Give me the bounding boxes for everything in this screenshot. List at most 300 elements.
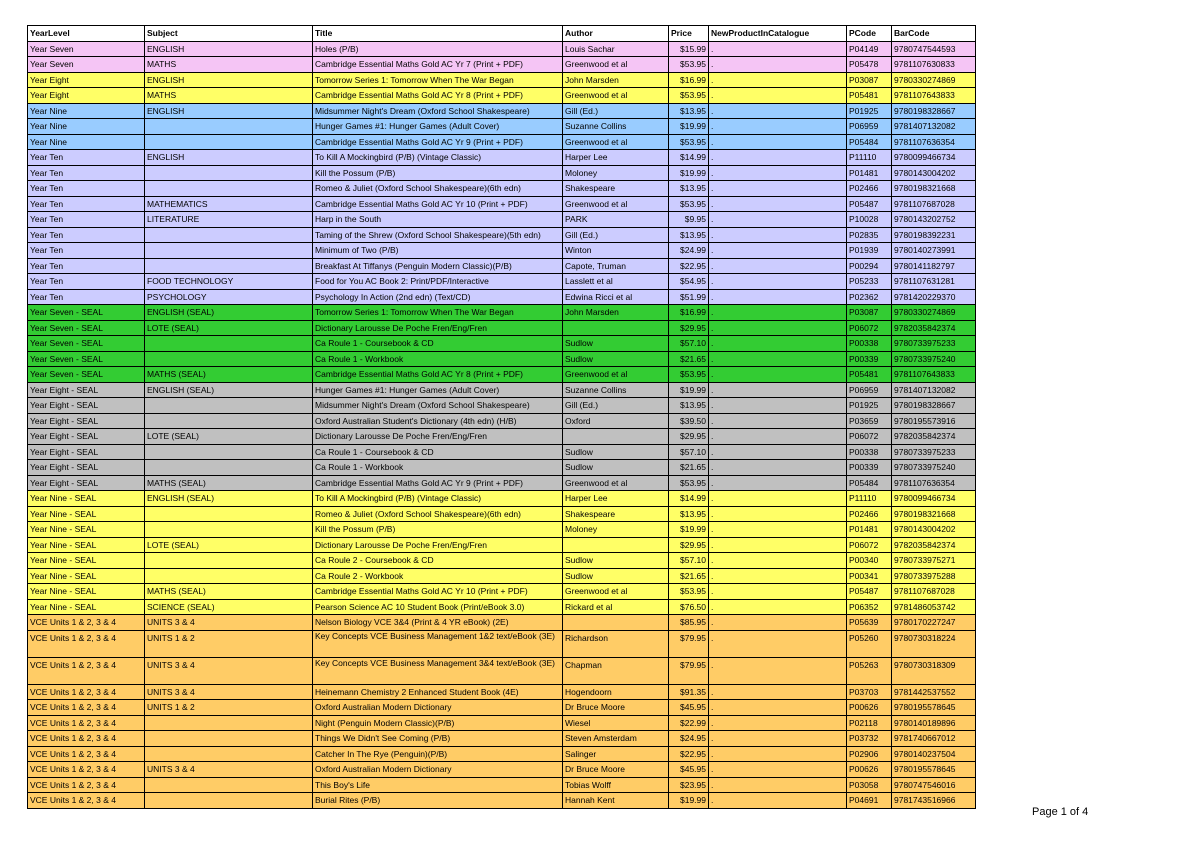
cell-subject bbox=[145, 134, 313, 150]
table-row bbox=[28, 413, 976, 429]
cell-price: $24.95 bbox=[669, 731, 709, 747]
table-row bbox=[28, 429, 976, 445]
cell-title: Ca Roule 2 - Coursebook & CD bbox=[313, 553, 563, 569]
cell-subject: LOTE (SEAL) bbox=[145, 429, 313, 445]
cell-barcode: 9782035842374 bbox=[892, 537, 976, 553]
cell-title: Cambridge Essential Maths Gold AC Yr 10 (Print + PDF) bbox=[313, 584, 563, 600]
cell-pcode: P05639 bbox=[847, 615, 892, 631]
table-row bbox=[28, 630, 976, 657]
cell-yearlevel: Year Seven bbox=[28, 41, 145, 57]
cell-price: $57.10 bbox=[669, 336, 709, 352]
cell-title: Hunger Games #1: Hunger Games (Adult Cover) bbox=[313, 119, 563, 135]
cell-yearlevel: Year Ten bbox=[28, 150, 145, 166]
cell-barcode: 9780330274869 bbox=[892, 72, 976, 88]
cell-author: Sudlow bbox=[563, 553, 669, 569]
cell-author: Oxford bbox=[563, 413, 669, 429]
table-row bbox=[28, 57, 976, 73]
cell-price: $19.99 bbox=[669, 793, 709, 809]
cell-pcode: P06959 bbox=[847, 382, 892, 398]
table-row bbox=[28, 212, 976, 228]
cell-author: Greenwood et al bbox=[563, 367, 669, 383]
table-row bbox=[28, 150, 976, 166]
cell-pcode: P02906 bbox=[847, 746, 892, 762]
cell-author: Moloney bbox=[563, 165, 669, 181]
cell-new-product: . bbox=[709, 258, 847, 274]
cell-author: PARK bbox=[563, 212, 669, 228]
cell-yearlevel: Year Eight - SEAL bbox=[28, 429, 145, 445]
cell-price: $57.10 bbox=[669, 553, 709, 569]
cell-author: Lasslett et al bbox=[563, 274, 669, 290]
cell-yearlevel: Year Ten bbox=[28, 227, 145, 243]
cell-subject bbox=[145, 165, 313, 181]
table-row bbox=[28, 274, 976, 290]
cell-price: $76.50 bbox=[669, 599, 709, 615]
cell-yearlevel: Year Eight - SEAL bbox=[28, 444, 145, 460]
cell-pcode: P11110 bbox=[847, 491, 892, 507]
table-row bbox=[28, 615, 976, 631]
cell-author: Greenwood et al bbox=[563, 196, 669, 212]
table-row bbox=[28, 367, 976, 383]
cell-title: Dictionary Larousse De Poche Fren/Eng/Fren bbox=[313, 429, 563, 445]
cell-barcode: 9781107636354 bbox=[892, 134, 976, 150]
cell-subject bbox=[145, 746, 313, 762]
cell-barcode: 9780733975271 bbox=[892, 553, 976, 569]
cell-price: $21.65 bbox=[669, 568, 709, 584]
cell-pcode: P04149 bbox=[847, 41, 892, 57]
cell-new-product: . bbox=[709, 429, 847, 445]
cell-author: Gill (Ed.) bbox=[563, 398, 669, 414]
cell-price: $23.95 bbox=[669, 777, 709, 793]
cell-author: John Marsden bbox=[563, 305, 669, 321]
cell-author bbox=[563, 615, 669, 631]
table-row bbox=[28, 88, 976, 104]
cell-yearlevel: Year Nine - SEAL bbox=[28, 599, 145, 615]
cell-subject: MATHS (SEAL) bbox=[145, 475, 313, 491]
cell-new-product: . bbox=[709, 351, 847, 367]
cell-title: Taming of the Shrew (Oxford School Shakespeare)(5th edn) bbox=[313, 227, 563, 243]
cell-author: Greenwood et al bbox=[563, 584, 669, 600]
table-row bbox=[28, 382, 976, 398]
cell-barcode: 9781486053742 bbox=[892, 599, 976, 615]
cell-subject: ENGLISH (SEAL) bbox=[145, 491, 313, 507]
cell-barcode: 9780195573916 bbox=[892, 413, 976, 429]
cell-title: Psychology In Action (2nd edn) (Text/CD) bbox=[313, 289, 563, 305]
cell-yearlevel: Year Ten bbox=[28, 243, 145, 259]
cell-subject: PSYCHOLOGY bbox=[145, 289, 313, 305]
cell-barcode: 9781107631281 bbox=[892, 274, 976, 290]
table-row bbox=[28, 196, 976, 212]
cell-author: Suzanne Collins bbox=[563, 382, 669, 398]
header-barcode: BarCode bbox=[892, 26, 976, 42]
table-row bbox=[28, 243, 976, 259]
cell-yearlevel: Year Eight - SEAL bbox=[28, 475, 145, 491]
cell-pcode: P02362 bbox=[847, 289, 892, 305]
cell-subject bbox=[145, 227, 313, 243]
cell-yearlevel: Year Seven bbox=[28, 57, 145, 73]
cell-new-product: . bbox=[709, 320, 847, 336]
cell-pcode: P00626 bbox=[847, 700, 892, 716]
table-row bbox=[28, 72, 976, 88]
cell-title: Cambridge Essential Maths Gold AC Yr 10 (Print + PDF) bbox=[313, 196, 563, 212]
cell-subject bbox=[145, 398, 313, 414]
cell-yearlevel: Year Nine - SEAL bbox=[28, 568, 145, 584]
cell-new-product: . bbox=[709, 584, 847, 600]
cell-author: Sudlow bbox=[563, 460, 669, 476]
cell-subject: UNITS 3 & 4 bbox=[145, 615, 313, 631]
cell-price: $22.95 bbox=[669, 746, 709, 762]
cell-pcode: P01481 bbox=[847, 522, 892, 538]
cell-new-product: . bbox=[709, 537, 847, 553]
cell-title: Ca Roule 1 - Coursebook & CD bbox=[313, 444, 563, 460]
cell-yearlevel: Year Nine - SEAL bbox=[28, 522, 145, 538]
cell-title: Cambridge Essential Maths Gold AC Yr 7 (Print + PDF) bbox=[313, 57, 563, 73]
cell-title: Burial Rites (P/B) bbox=[313, 793, 563, 809]
cell-author: Edwina Ricci et al bbox=[563, 289, 669, 305]
cell-author: Moloney bbox=[563, 522, 669, 538]
cell-pcode: P05233 bbox=[847, 274, 892, 290]
cell-title: Cambridge Essential Maths Gold AC Yr 9 (Print + PDF) bbox=[313, 134, 563, 150]
cell-barcode: 9782035842374 bbox=[892, 429, 976, 445]
table-row bbox=[28, 320, 976, 336]
cell-title: Midsummer Night's Dream (Oxford School Shakespeare) bbox=[313, 398, 563, 414]
cell-pcode: P00339 bbox=[847, 351, 892, 367]
cell-barcode: 9780198321668 bbox=[892, 506, 976, 522]
cell-subject: UNITS 3 & 4 bbox=[145, 657, 313, 684]
cell-author: Tobias Wolff bbox=[563, 777, 669, 793]
cell-subject: MATHS bbox=[145, 88, 313, 104]
cell-pcode: P01481 bbox=[847, 165, 892, 181]
cell-title: To Kill A Mockingbird (P/B) (Vintage Classic) bbox=[313, 491, 563, 507]
cell-yearlevel: Year Seven - SEAL bbox=[28, 336, 145, 352]
cell-title: Heinemann Chemistry 2 Enhanced Student Book (4E) bbox=[313, 684, 563, 700]
cell-pcode: P05481 bbox=[847, 367, 892, 383]
cell-price: $13.95 bbox=[669, 506, 709, 522]
cell-barcode: 9781740667012 bbox=[892, 731, 976, 747]
cell-author: Gill (Ed.) bbox=[563, 227, 669, 243]
cell-new-product: . bbox=[709, 506, 847, 522]
cell-new-product: . bbox=[709, 103, 847, 119]
cell-title: Things We Didn't See Coming (P/B) bbox=[313, 731, 563, 747]
cell-yearlevel: Year Ten bbox=[28, 196, 145, 212]
cell-yearlevel: VCE Units 1 & 2, 3 & 4 bbox=[28, 657, 145, 684]
header-new-product: NewProductInCatalogue bbox=[709, 26, 847, 42]
cell-pcode: P06072 bbox=[847, 537, 892, 553]
cell-price: $24.99 bbox=[669, 243, 709, 259]
cell-yearlevel: Year Seven - SEAL bbox=[28, 320, 145, 336]
cell-new-product: . bbox=[709, 657, 847, 684]
cell-author: Steven Amsterdam bbox=[563, 731, 669, 747]
cell-pcode: P06072 bbox=[847, 320, 892, 336]
cell-yearlevel: VCE Units 1 & 2, 3 & 4 bbox=[28, 746, 145, 762]
cell-subject: ENGLISH bbox=[145, 41, 313, 57]
cell-pcode: P03732 bbox=[847, 731, 892, 747]
cell-price: $53.95 bbox=[669, 584, 709, 600]
cell-barcode: 9780195578645 bbox=[892, 700, 976, 716]
cell-barcode: 9780198392231 bbox=[892, 227, 976, 243]
cell-pcode: P05487 bbox=[847, 584, 892, 600]
cell-subject bbox=[145, 553, 313, 569]
table-row bbox=[28, 491, 976, 507]
cell-pcode: P11110 bbox=[847, 150, 892, 166]
cell-author bbox=[563, 429, 669, 445]
header-subject: Subject bbox=[145, 26, 313, 42]
cell-title: Ca Roule 2 - Workbook bbox=[313, 568, 563, 584]
page-number: Page 1 of 4 bbox=[1032, 806, 1089, 818]
table-row bbox=[28, 584, 976, 600]
cell-yearlevel: Year Nine bbox=[28, 134, 145, 150]
table-row bbox=[28, 762, 976, 778]
cell-barcode: 9781107636354 bbox=[892, 475, 976, 491]
cell-title: Key Concepts VCE Business Management 3&4 text/eBook (3E) bbox=[313, 657, 563, 684]
cell-pcode: P05484 bbox=[847, 134, 892, 150]
cell-barcode: 9780730318309 bbox=[892, 657, 976, 684]
cell-pcode: P03703 bbox=[847, 684, 892, 700]
cell-pcode: P01925 bbox=[847, 103, 892, 119]
cell-price: $54.95 bbox=[669, 274, 709, 290]
table-row bbox=[28, 553, 976, 569]
cell-subject bbox=[145, 119, 313, 135]
cell-price: $53.95 bbox=[669, 88, 709, 104]
cell-subject: ENGLISH (SEAL) bbox=[145, 305, 313, 321]
table-row bbox=[28, 258, 976, 274]
cell-pcode: P06352 bbox=[847, 599, 892, 615]
table-row bbox=[28, 537, 976, 553]
table-row bbox=[28, 506, 976, 522]
cell-price: $85.95 bbox=[669, 615, 709, 631]
cell-yearlevel: VCE Units 1 & 2, 3 & 4 bbox=[28, 762, 145, 778]
cell-price: $39.50 bbox=[669, 413, 709, 429]
cell-title: Midsummer Night's Dream (Oxford School Shakespeare) bbox=[313, 103, 563, 119]
cell-subject: MATHS (SEAL) bbox=[145, 584, 313, 600]
cell-barcode: 9780733975240 bbox=[892, 460, 976, 476]
cell-title: Key Concepts VCE Business Management 1&2 text/eBook (3E) bbox=[313, 630, 563, 657]
table-row bbox=[28, 460, 976, 476]
cell-yearlevel: Year Seven - SEAL bbox=[28, 367, 145, 383]
cell-yearlevel: Year Nine - SEAL bbox=[28, 506, 145, 522]
cell-yearlevel: VCE Units 1 & 2, 3 & 4 bbox=[28, 615, 145, 631]
cell-price: $14.99 bbox=[669, 150, 709, 166]
cell-price: $13.95 bbox=[669, 398, 709, 414]
cell-new-product: . bbox=[709, 444, 847, 460]
cell-pcode: P03659 bbox=[847, 413, 892, 429]
cell-barcode: 9781743516966 bbox=[892, 793, 976, 809]
cell-new-product: . bbox=[709, 72, 847, 88]
cell-subject: UNITS 3 & 4 bbox=[145, 762, 313, 778]
cell-title: Ca Roule 1 - Workbook bbox=[313, 460, 563, 476]
cell-subject bbox=[145, 258, 313, 274]
cell-new-product: . bbox=[709, 88, 847, 104]
cell-subject: MATHEMATICS bbox=[145, 196, 313, 212]
cell-title: Night (Penguin Modern Classic)(P/B) bbox=[313, 715, 563, 731]
cell-barcode: 9780099466734 bbox=[892, 491, 976, 507]
cell-title: Oxford Australian Modern Dictionary bbox=[313, 762, 563, 778]
cell-pcode: P05478 bbox=[847, 57, 892, 73]
cell-price: $14.99 bbox=[669, 491, 709, 507]
cell-barcode: 9780143004202 bbox=[892, 522, 976, 538]
cell-title: Minimum of Two (P/B) bbox=[313, 243, 563, 259]
cell-title: Holes (P/B) bbox=[313, 41, 563, 57]
cell-author: Greenwood et al bbox=[563, 475, 669, 491]
cell-new-product: . bbox=[709, 119, 847, 135]
cell-title: Cambridge Essential Maths Gold AC Yr 9 (Print + PDF) bbox=[313, 475, 563, 491]
cell-author: Greenwood et al bbox=[563, 88, 669, 104]
table-row bbox=[28, 731, 976, 747]
cell-new-product: . bbox=[709, 491, 847, 507]
cell-price: $19.99 bbox=[669, 165, 709, 181]
cell-subject: UNITS 3 & 4 bbox=[145, 684, 313, 700]
cell-new-product: . bbox=[709, 398, 847, 414]
cell-pcode: P05263 bbox=[847, 657, 892, 684]
table-row bbox=[28, 103, 976, 119]
cell-new-product: . bbox=[709, 57, 847, 73]
cell-yearlevel: Year Ten bbox=[28, 181, 145, 197]
header-pcode: PCode bbox=[847, 26, 892, 42]
cell-title: Dictionary Larousse De Poche Fren/Eng/Fren bbox=[313, 320, 563, 336]
cell-title: Oxford Australian Modern Dictionary bbox=[313, 700, 563, 716]
cell-yearlevel: Year Ten bbox=[28, 289, 145, 305]
cell-barcode: 9782035842374 bbox=[892, 320, 976, 336]
cell-title: Catcher In The Rye (Penguin)(P/B) bbox=[313, 746, 563, 762]
cell-price: $57.10 bbox=[669, 444, 709, 460]
cell-pcode: P05484 bbox=[847, 475, 892, 491]
cell-barcode: 9780733975233 bbox=[892, 336, 976, 352]
cell-author: Rickard et al bbox=[563, 599, 669, 615]
cell-yearlevel: VCE Units 1 & 2, 3 & 4 bbox=[28, 700, 145, 716]
cell-new-product: . bbox=[709, 715, 847, 731]
cell-author: Capote, Truman bbox=[563, 258, 669, 274]
cell-author: Greenwood et al bbox=[563, 57, 669, 73]
cell-barcode: 9781420229370 bbox=[892, 289, 976, 305]
cell-title: Romeo & Juliet (Oxford School Shakespeare)(6th edn) bbox=[313, 506, 563, 522]
cell-author: Salinger bbox=[563, 746, 669, 762]
cell-price: $19.99 bbox=[669, 522, 709, 538]
cell-yearlevel: VCE Units 1 & 2, 3 & 4 bbox=[28, 715, 145, 731]
table-body bbox=[28, 41, 976, 808]
cell-subject: ENGLISH (SEAL) bbox=[145, 382, 313, 398]
cell-subject bbox=[145, 506, 313, 522]
cell-yearlevel: VCE Units 1 & 2, 3 & 4 bbox=[28, 731, 145, 747]
cell-yearlevel: Year Seven - SEAL bbox=[28, 351, 145, 367]
cell-title: This Boy's Life bbox=[313, 777, 563, 793]
table-row bbox=[28, 700, 976, 716]
cell-title: Nelson Biology VCE 3&4 (Print & 4 YR eBook) (2E) bbox=[313, 615, 563, 631]
cell-title: Cambridge Essential Maths Gold AC Yr 8 (Print + PDF) bbox=[313, 88, 563, 104]
cell-author: Sudlow bbox=[563, 444, 669, 460]
table-row bbox=[28, 793, 976, 809]
cell-author: Harper Lee bbox=[563, 491, 669, 507]
cell-pcode: P01939 bbox=[847, 243, 892, 259]
cell-price: $45.95 bbox=[669, 762, 709, 778]
cell-pcode: P10028 bbox=[847, 212, 892, 228]
table-row bbox=[28, 568, 976, 584]
cell-yearlevel: VCE Units 1 & 2, 3 & 4 bbox=[28, 777, 145, 793]
cell-author: Winton bbox=[563, 243, 669, 259]
cell-price: $9.95 bbox=[669, 212, 709, 228]
cell-author: Gill (Ed.) bbox=[563, 103, 669, 119]
cell-barcode: 9781407132082 bbox=[892, 119, 976, 135]
cell-yearlevel: Year Eight - SEAL bbox=[28, 382, 145, 398]
cell-subject bbox=[145, 793, 313, 809]
table-row bbox=[28, 746, 976, 762]
table-row bbox=[28, 305, 976, 321]
cell-yearlevel: Year Nine bbox=[28, 119, 145, 135]
cell-subject: LITERATURE bbox=[145, 212, 313, 228]
cell-subject: LOTE (SEAL) bbox=[145, 320, 313, 336]
cell-new-product: . bbox=[709, 793, 847, 809]
cell-pcode: P06959 bbox=[847, 119, 892, 135]
cell-author: Shakespeare bbox=[563, 181, 669, 197]
cell-price: $53.95 bbox=[669, 196, 709, 212]
cell-price: $19.99 bbox=[669, 382, 709, 398]
cell-pcode: P00338 bbox=[847, 336, 892, 352]
cell-title: Dictionary Larousse De Poche Fren/Eng/Fren bbox=[313, 537, 563, 553]
cell-new-product: . bbox=[709, 134, 847, 150]
cell-price: $22.99 bbox=[669, 715, 709, 731]
cell-author: Chapman bbox=[563, 657, 669, 684]
cell-price: $29.95 bbox=[669, 429, 709, 445]
cell-yearlevel: Year Eight - SEAL bbox=[28, 460, 145, 476]
cell-new-product: . bbox=[709, 475, 847, 491]
cell-price: $19.99 bbox=[669, 119, 709, 135]
cell-pcode: P01925 bbox=[847, 398, 892, 414]
cell-price: $16.99 bbox=[669, 72, 709, 88]
cell-title: Kill the Possum (P/B) bbox=[313, 165, 563, 181]
cell-subject: UNITS 1 & 2 bbox=[145, 700, 313, 716]
cell-title: Food for You AC Book 2: Print/PDF/Interactive bbox=[313, 274, 563, 290]
cell-subject: UNITS 1 & 2 bbox=[145, 630, 313, 657]
header-row bbox=[28, 26, 976, 42]
cell-new-product: . bbox=[709, 522, 847, 538]
cell-pcode: P05260 bbox=[847, 630, 892, 657]
cell-subject: LOTE (SEAL) bbox=[145, 537, 313, 553]
table-row bbox=[28, 657, 976, 684]
table-row bbox=[28, 351, 976, 367]
cell-new-product: . bbox=[709, 150, 847, 166]
cell-pcode: P04691 bbox=[847, 793, 892, 809]
cell-title: Romeo & Juliet (Oxford School Shakespeare)(6th edn) bbox=[313, 181, 563, 197]
cell-barcode: 9780730318224 bbox=[892, 630, 976, 657]
cell-title: Ca Roule 1 - Coursebook & CD bbox=[313, 336, 563, 352]
cell-new-product: . bbox=[709, 196, 847, 212]
cell-new-product: . bbox=[709, 382, 847, 398]
cell-subject: MATHS bbox=[145, 57, 313, 73]
cell-author: Louis Sachar bbox=[563, 41, 669, 57]
cell-barcode: 9780143202752 bbox=[892, 212, 976, 228]
cell-yearlevel: Year Nine - SEAL bbox=[28, 491, 145, 507]
cell-author: Wiesel bbox=[563, 715, 669, 731]
cell-yearlevel: Year Eight - SEAL bbox=[28, 413, 145, 429]
cell-barcode: 9781107687028 bbox=[892, 584, 976, 600]
cell-barcode: 9780099466734 bbox=[892, 150, 976, 166]
cell-subject: MATHS (SEAL) bbox=[145, 367, 313, 383]
table-row bbox=[28, 181, 976, 197]
cell-price: $53.95 bbox=[669, 57, 709, 73]
table-row bbox=[28, 475, 976, 491]
cell-subject bbox=[145, 413, 313, 429]
cell-price: $16.99 bbox=[669, 305, 709, 321]
cell-barcode: 9780140237504 bbox=[892, 746, 976, 762]
header-title: Title bbox=[313, 26, 563, 42]
cell-barcode: 9780140189896 bbox=[892, 715, 976, 731]
cell-pcode: P06072 bbox=[847, 429, 892, 445]
cell-barcode: 9780747546016 bbox=[892, 777, 976, 793]
cell-subject bbox=[145, 522, 313, 538]
cell-barcode: 9781442537552 bbox=[892, 684, 976, 700]
cell-title: Tomorrow Series 1: Tomorrow When The War Began bbox=[313, 305, 563, 321]
cell-pcode: P00294 bbox=[847, 258, 892, 274]
cell-price: $53.95 bbox=[669, 367, 709, 383]
cell-author: Harper Lee bbox=[563, 150, 669, 166]
